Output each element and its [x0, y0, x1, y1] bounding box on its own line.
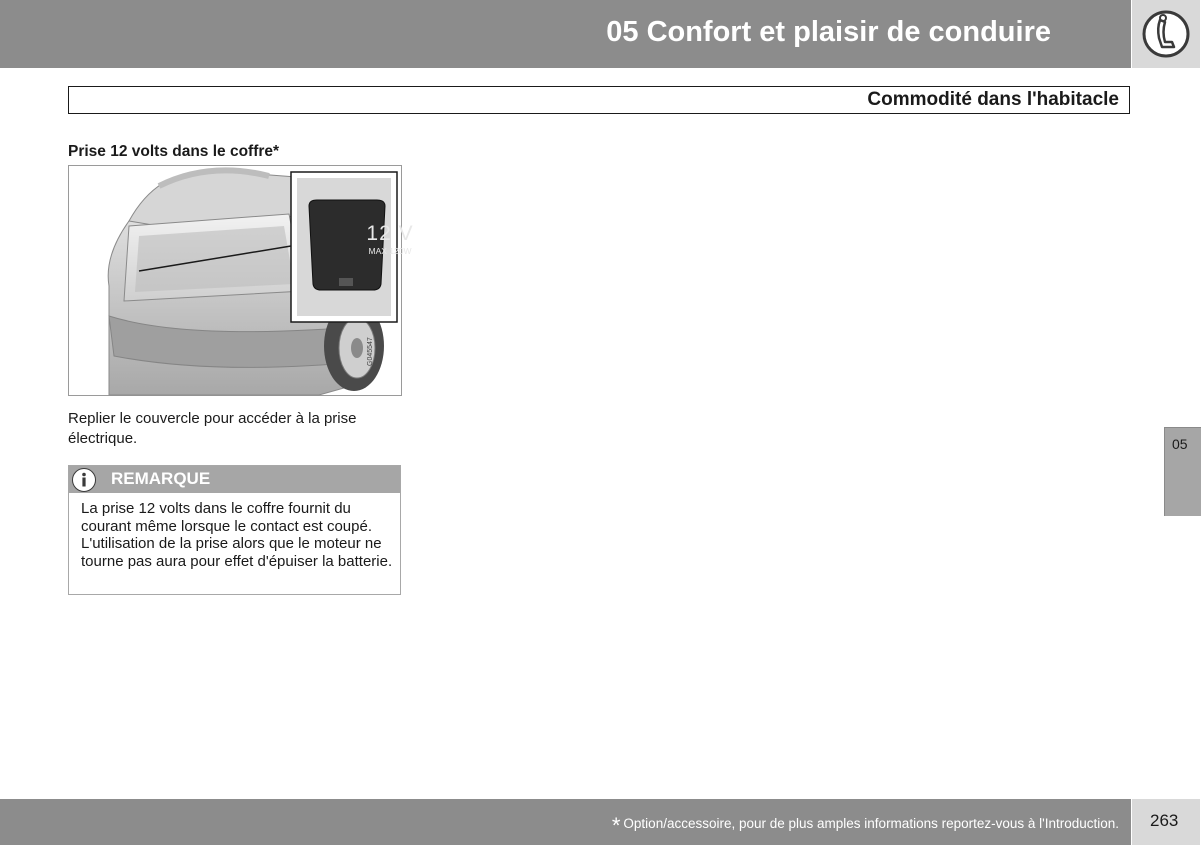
side-tab-label: 05: [1172, 436, 1188, 452]
note-text: La prise 12 volts dans le coffre fournit du courant même lorsque le contact est coupé. L'utilisation de la prise alors que le moteur ne tourne pas aura pour effet d'épuiser la batterie.: [81, 500, 393, 570]
note-header: [69, 466, 400, 493]
chapter-icon-box: [1132, 0, 1200, 68]
footnote-star: *: [611, 813, 621, 838]
item-heading: Prise 12 volts dans le coffre*: [68, 143, 280, 160]
socket-label: 12 V: [366, 222, 414, 245]
page-number: 263: [1150, 811, 1179, 830]
chapter-side-tab[interactable]: [1164, 427, 1201, 516]
socket-rating: MAX 120W: [368, 246, 412, 256]
chapter-title: 05 Confort et plaisir de conduire: [606, 16, 1051, 48]
note-label: REMARQUE: [111, 469, 211, 488]
footer-bar: [0, 799, 1131, 845]
note-box: [68, 465, 401, 595]
footnote: [612, 813, 1119, 839]
page-number-box: [1132, 799, 1200, 845]
info-icon: [72, 468, 96, 492]
seat-icon: [1132, 0, 1200, 68]
section-title: Commodité dans l'habitacle: [867, 89, 1119, 110]
trunk-socket-illustration: [68, 165, 414, 396]
section-header: [68, 86, 1130, 114]
figure-code: G045547: [367, 337, 374, 366]
instruction-text: Replier le couvercle pour accéder à la prise électrique.: [68, 410, 357, 447]
footnote-text: Option/accessoire, pour de plus amples informations reportez-vous à l'Introduction.: [623, 816, 1119, 831]
header-bar: [0, 0, 1131, 68]
